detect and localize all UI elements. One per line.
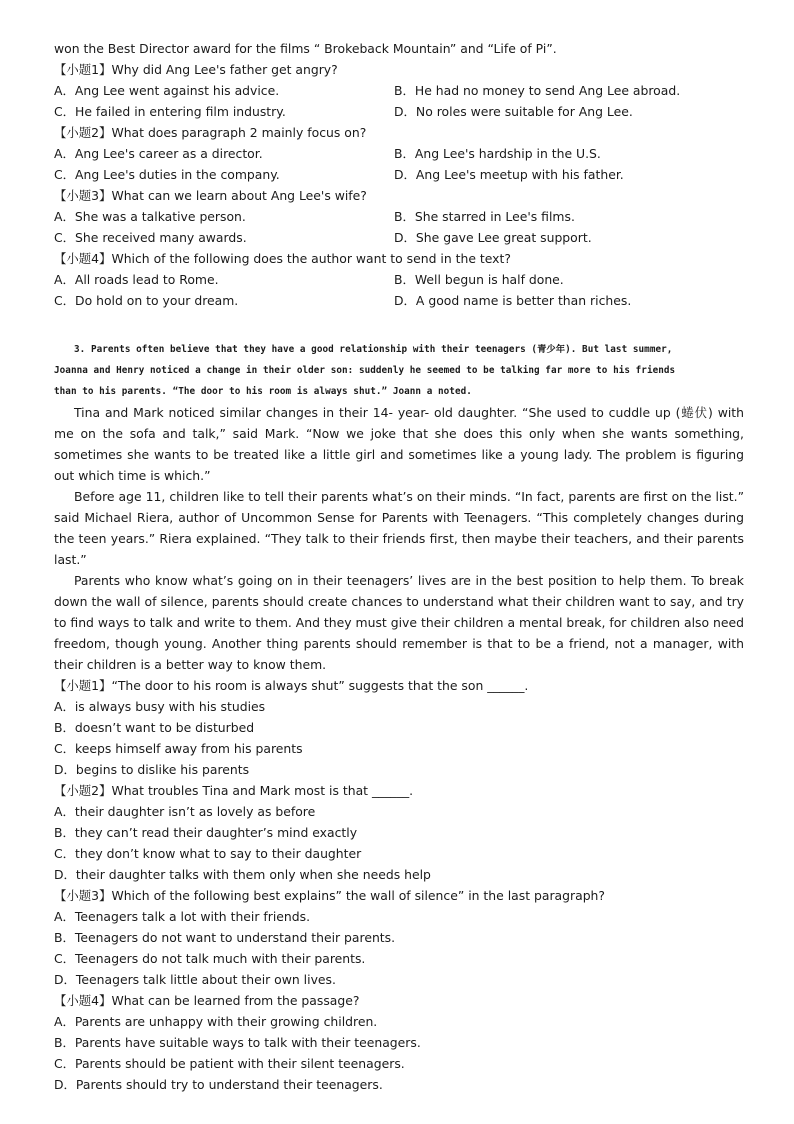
question-stem: 【小题3】What can we learn about Ang Lee's wife? <box>54 188 367 203</box>
section2-question-1 <box>54 59 744 122</box>
option-b: B．Parents have suitable ways to talk with their teenagers. <box>54 1035 421 1050</box>
option-d: D．Parents should try to understand their teenagers. <box>54 1077 383 1092</box>
intro-line-1: 3. Parents often believe that they have a good relationship with their teenagers (青少年). But last summer, <box>74 344 673 355</box>
section3-question-3 <box>54 885 744 990</box>
option-d: D．She gave Lee great support. <box>394 230 592 245</box>
option-a: A．She was a talkative person. <box>54 209 246 224</box>
intro-line-2: Joanna and Henry noticed a change in their older son: suddenly he seemed to be talking far more to his friends <box>54 365 676 376</box>
option-c: C．Teenagers do not talk much with their parents. <box>54 951 366 966</box>
question-stem: 【小题1】Why did Ang Lee's father get angry? <box>54 62 338 77</box>
option-a: A．All roads lead to Rome. <box>54 272 219 287</box>
option-d: D．A good name is better than riches. <box>394 293 632 308</box>
option-b: B．She starred in Lee's films. <box>394 209 575 224</box>
section3-intro <box>54 339 744 402</box>
option-b: B．He had no money to send Ang Lee abroad. <box>394 83 681 98</box>
option-a: A．Ang Lee went against his advice. <box>54 83 280 98</box>
passage-paragraph-3: Parents who know what’s going on in their teenagers’ lives are in the best position to help them. To break down the wall of silence, parents should create chances to understand what their children want to say, and try to find ways to talk and write to them. And they must give their children a mental break, for children also need freedom, though young. Another thing parents should remember is that to be a friend, not a manager, with their children is a better way to know them. <box>54 573 744 672</box>
question-stem: 【小题3】Which of the following best explains” the wall of silence” in the last paragraph? <box>54 888 605 903</box>
option-c: C．they don’t know what to say to their daughter <box>54 846 362 861</box>
option-d: D．begins to dislike his parents <box>54 762 250 777</box>
option-d: D．No roles were suitable for Ang Lee. <box>394 104 633 119</box>
question-stem: 【小题1】“The door to his room is always shut” suggests that the son ______. <box>54 678 529 693</box>
option-b: B．Well begun is half done. <box>394 272 564 287</box>
question-stem: 【小题4】What can be learned from the passage? <box>54 993 360 1008</box>
section2-question-3 <box>54 185 744 248</box>
intro-line-3: than to his parents. “The door to his room is always shut.” Joann a noted. <box>54 386 472 397</box>
option-c: C．Do hold on to your dream. <box>54 293 239 308</box>
question-stem: 【小题2】What troubles Tina and Mark most is that ______. <box>54 783 414 798</box>
option-b: B．Ang Lee's hardship in the U.S. <box>394 146 601 161</box>
option-d: D．Teenagers talk little about their own lives. <box>54 972 336 987</box>
option-c: C．He failed in entering film industry. <box>54 104 286 119</box>
option-c: C．Ang Lee's duties in the company. <box>54 167 280 182</box>
document-page <box>54 38 744 1095</box>
option-c: C．keeps himself away from his parents <box>54 741 303 756</box>
section3-question-2 <box>54 780 744 885</box>
section3-question-1 <box>54 675 744 780</box>
question-stem: 【小题4】Which of the following does the author want to send in the text? <box>54 251 511 266</box>
option-c: C．Parents should be patient with their silent teenagers. <box>54 1056 405 1071</box>
continuation-line: won the Best Director award for the films “ Brokeback Mountain” and “Life of Pi”. <box>54 41 557 56</box>
question-stem: 【小题2】What does paragraph 2 mainly focus on? <box>54 125 367 140</box>
section3-question-4 <box>54 990 744 1095</box>
passage-paragraph-1: Tina and Mark noticed similar changes in their 14- year- old daughter. “She used to cuddle up (蜷伏) with me on the sofa and talk,” said Mark. “Now we joke that she does this only when she wants something, sometimes she wants to be treated like a little girl and sometimes like a young lady. The problem is figuring out which time is which.” <box>54 405 744 483</box>
section2-question-4 <box>54 248 744 311</box>
option-b: B．doesn’t want to be disturbed <box>54 720 255 735</box>
passage-paragraph-2: Before age 11, children like to tell their parents what’s on their minds. “In fact, parents are first on the list.” said Michael Riera, author of Uncommon Sense for Parents with Teenagers. “This completely changes during the teen years.” Riera explained. “They talk to their friends first, then maybe their teachers, and their parents last.” <box>54 489 744 567</box>
option-a: A．Parents are unhappy with their growing children. <box>54 1014 378 1029</box>
option-b: B．Teenagers do not want to understand their parents. <box>54 930 396 945</box>
option-b: B．they can’t read their daughter’s mind exactly <box>54 825 358 840</box>
option-a: A．Ang Lee's career as a director. <box>54 146 263 161</box>
section2-question-2 <box>54 122 744 185</box>
option-d: D．their daughter talks with them only when she needs help <box>54 867 431 882</box>
option-c: C．She received many awards. <box>54 230 247 245</box>
option-a: A．Teenagers talk a lot with their friends. <box>54 909 311 924</box>
option-a: A．their daughter isn’t as lovely as before <box>54 804 316 819</box>
option-a: A．is always busy with his studies <box>54 699 266 714</box>
option-d: D．Ang Lee's meetup with his father. <box>394 167 624 182</box>
